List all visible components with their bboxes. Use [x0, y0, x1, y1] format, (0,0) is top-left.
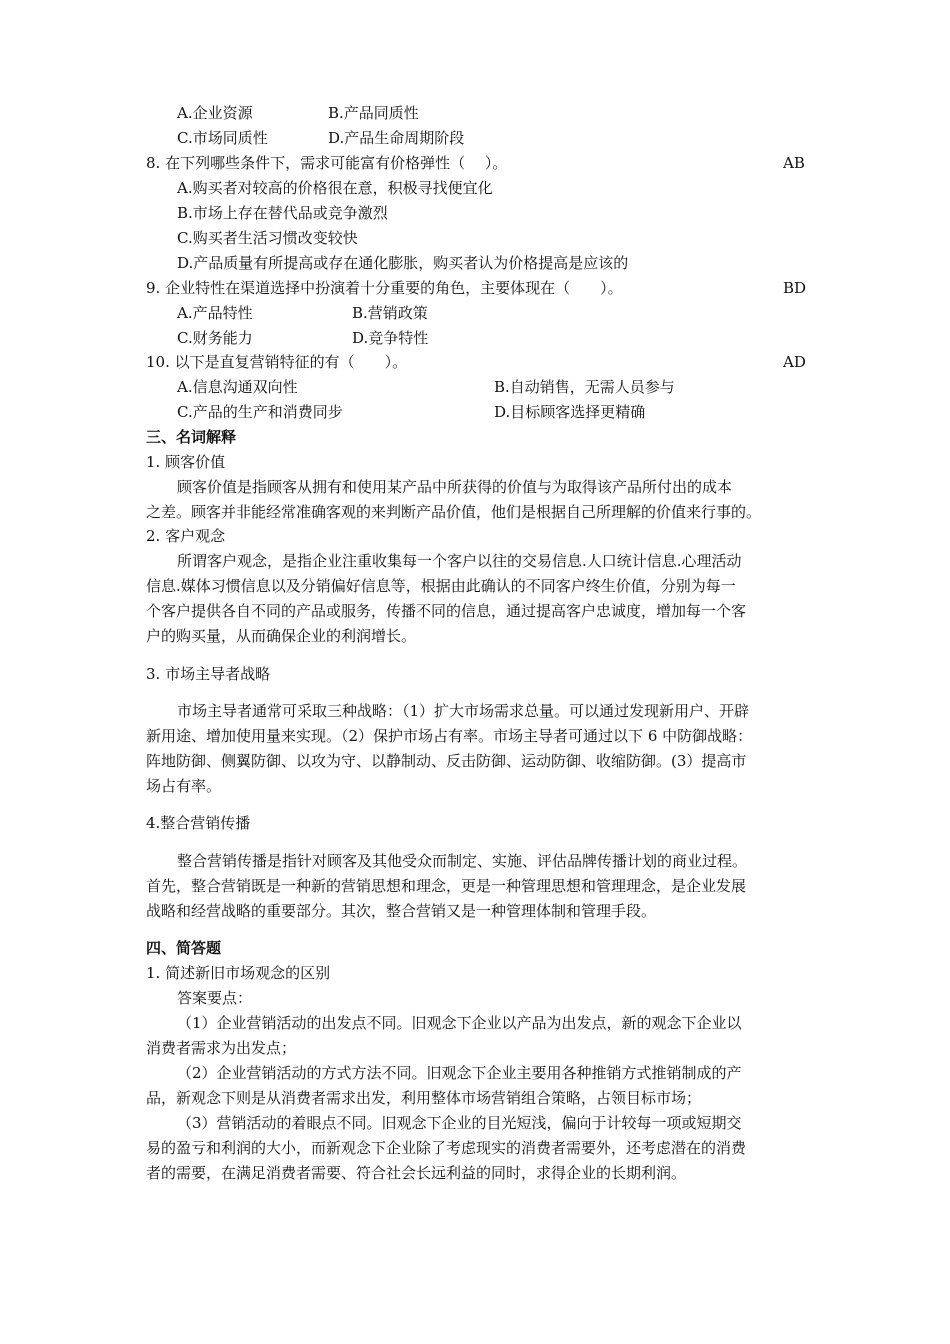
- q10-option-b: B.自动销售，无需人员参与: [494, 378, 675, 396]
- term4-title: 4.整合营销传播: [146, 814, 251, 832]
- q8-option-d: D.产品质量有所提高或存在通化膨胀，购买者认为价格提高是应该的: [177, 254, 629, 272]
- q9-stem: 9. 企业特性在渠道选择中扮演着十分重要的角色，主要体现在（ ）。: [146, 279, 623, 297]
- q10-option-d: D.目标顾客选择更精确: [494, 403, 646, 421]
- term4-line3: 战略和经营战略的重要部分。其次，整合营销又是一种管理体制和管理手段。: [146, 902, 657, 920]
- q8-option-a: A.购买者对较高的价格很在意，积极寻找便宜化: [177, 179, 493, 197]
- term2-line3: 个客户提供各自不同的产品或服务，传播不同的信息，通过提高客户忠诚度，增加每一个客: [146, 602, 747, 620]
- term1-line2: 之差。顾客并非能经常准确客观的来判断产品价值，他们是根据自己所理解的价值来行事的。: [146, 503, 762, 521]
- term3-line3: 阵地防御、侧翼防御、以攻为守、以静制动、反击防御、运动防御、收缩防御。(3）提高市: [146, 752, 747, 770]
- short-question-1: 1. 简述新旧市场观念的区别: [146, 964, 331, 982]
- q8-stem: 8. 在下列哪些条件下，需求可能富有价格弹性（ ）。: [146, 154, 508, 172]
- answer-key-label: 答案要点：: [177, 989, 253, 1007]
- q10-option-a: A.信息沟通双向性: [177, 378, 298, 396]
- term2-line1: 所谓客户观念，是指企业注重收集每一个客户以往的交易信息.人口统计信息.心理活动: [177, 552, 742, 570]
- term2-title: 2. 客户观念: [146, 527, 226, 545]
- term4-line2: 首先，整合营销既是一种新的营销思想和理念，更是一种管理思想和管理理念，是企业发展: [146, 877, 747, 895]
- q10-answer: AD: [783, 353, 806, 371]
- point3-line3: 者的需要，在满足消费者需要、符合社会长远利益的同时，求得企业的长期利润。: [146, 1164, 687, 1182]
- point3-line2: 易的盈亏和利润的大小，而新观念下企业除了考虑现实的消费者需要外，还考虑潜在的消费: [146, 1139, 747, 1157]
- q9-option-b: B.营销政策: [352, 304, 428, 322]
- term3-line2: 新用途、增加使用量来实现。（2）保护市场占有率。市场主导者可通过以下 6 中防御战略：: [146, 727, 753, 745]
- term1-title: 1. 顾客价值: [146, 453, 226, 471]
- q10-stem: 10. 以下是直复营销特征的有（ ）。: [146, 353, 408, 371]
- section4-heading: 四、简答题: [146, 939, 222, 957]
- q7-option-b: B.产品同质性: [328, 104, 419, 122]
- section3-heading: 三、名词解释: [146, 428, 237, 446]
- term4-line1: 整合营销传播是指针对顾客及其他受众而制定、实施、评估品牌传播计划的商业过程。: [177, 852, 748, 870]
- q8-answer: AB: [783, 154, 805, 172]
- q9-option-c: C.财务能力: [177, 329, 253, 347]
- q9-option-d: D.竞争特性: [352, 329, 429, 347]
- term2-line4: 户的购买量，从而确保企业的利润增长。: [146, 627, 417, 645]
- point3-line1: （3）营销活动的着眼点不同。旧观念下企业的目光短浅，偏向于计较每一项或短期交: [177, 1114, 742, 1132]
- q9-option-a: A.产品特性: [177, 304, 253, 322]
- point2-line1: （2）企业营销活动的方式方法不同。旧观念下企业主要用各种推销方式推销制成的产: [177, 1064, 742, 1082]
- q7-option-c: C.市场同质性: [177, 129, 268, 147]
- q7-option-a: A.企业资源: [177, 104, 253, 122]
- term3-line1: 市场主导者通常可采取三种战略：（1）扩大市场需求总量。可以通过发现新用户、开辟: [177, 702, 750, 720]
- term3-title: 3. 市场主导者战略: [146, 665, 271, 683]
- point1-line2: 消费者需求为出发点；: [146, 1039, 297, 1057]
- term3-line4: 场占有率。: [146, 777, 222, 795]
- q9-answer: BD: [783, 279, 807, 297]
- q10-option-c: C.产品的生产和消费同步: [177, 403, 343, 421]
- q8-option-b: B.市场上存在替代品或竞争激烈: [177, 204, 388, 222]
- term1-line1: 顾客价值是指顾客从拥有和使用某产品中所获得的价值与为取得该产品所付出的成本: [177, 478, 733, 496]
- q7-option-d: D.产品生命周期阶段: [328, 129, 465, 147]
- point2-line2: 品，新观念下则是从消费者需求出发，利用整体市场营销组合策略，占领目标市场；: [146, 1089, 702, 1107]
- q8-option-c: C.购买者生活习惯改变较快: [177, 229, 358, 247]
- point1-line1: （1）企业营销活动的出发点不同。旧观念下企业以产品为出发点，新的观念下企业以: [177, 1014, 742, 1032]
- term2-line2: 信息.媒体习惯信息以及分销偏好信息等，根据由此确认的不同客户终生价值，分别为每一: [146, 577, 736, 595]
